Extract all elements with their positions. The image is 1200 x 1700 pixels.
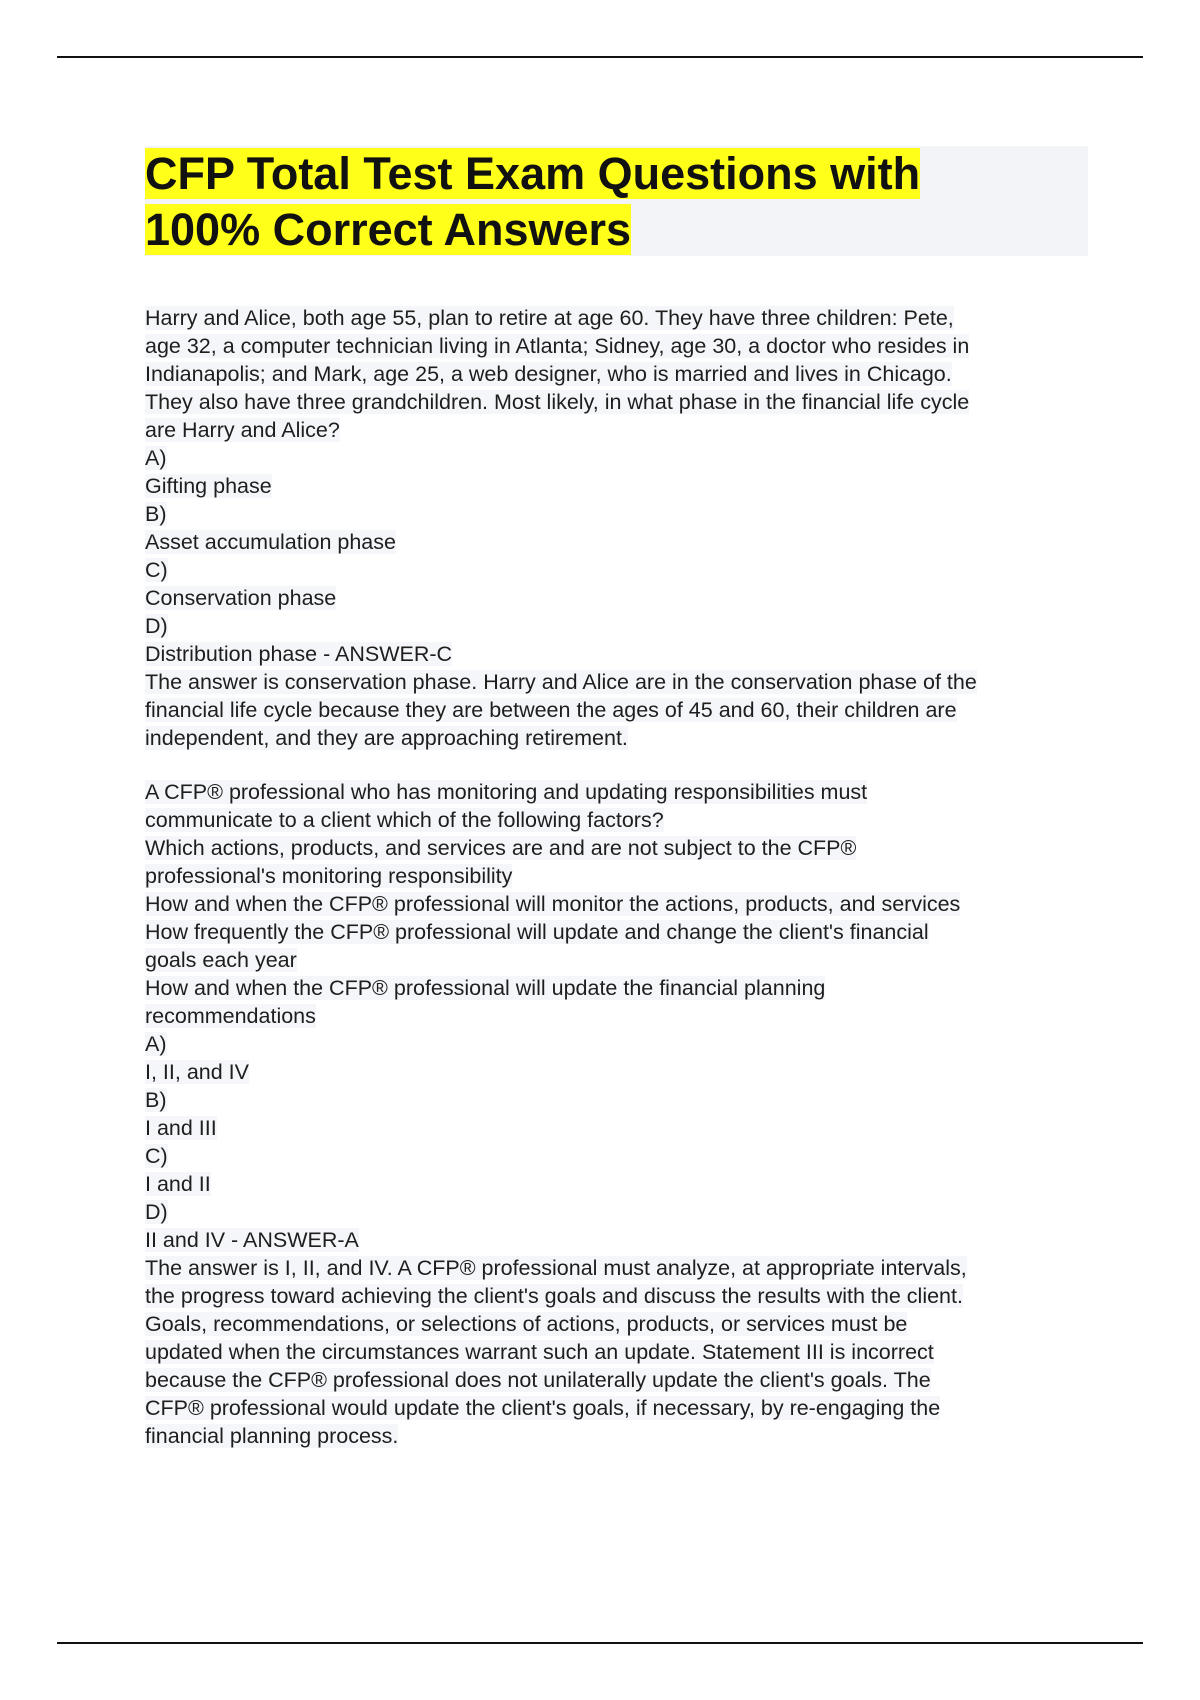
text-line: They also have three grandchildren. Most likely, in what phase in the financial life cycle xyxy=(145,390,970,414)
option-letter: C) xyxy=(145,558,168,582)
option-text: I, II, and IV xyxy=(145,1060,249,1084)
text-line: A CFP® professional who has monitoring and updating responsibilities must xyxy=(145,780,868,804)
text-line: CFP® professional would update the client's goals, if necessary, by re-engaging the xyxy=(145,1396,941,1420)
text-line: How and when the CFP® professional will monitor the actions, products, and services xyxy=(145,892,961,916)
answer-explanation xyxy=(145,668,1105,752)
text-line: financial planning process. xyxy=(145,1424,399,1448)
option-letter: A) xyxy=(145,1032,167,1056)
option-text: Gifting phase xyxy=(145,474,272,498)
header-rule xyxy=(57,56,1143,58)
text-line: financial life cycle because they are between the ages of 45 and 60, their children are xyxy=(145,698,957,722)
option-text: Asset accumulation phase xyxy=(145,530,396,554)
text-line: are Harry and Alice? xyxy=(145,418,340,442)
text-line: Harry and Alice, both age 55, plan to retire at age 60. They have three children: Pete, xyxy=(145,306,954,330)
option-letter: D) xyxy=(145,614,168,638)
paragraph-gap xyxy=(145,752,1105,778)
text-line: goals each year xyxy=(145,948,297,972)
title-line: CFP Total Test Exam Questions with xyxy=(145,148,921,199)
text-line: because the CFP® professional does not unilaterally update the client's goals. The xyxy=(145,1368,931,1392)
text-line: updated when the circumstances warrant such an update. Statement III is incorrect xyxy=(145,1340,934,1364)
answer-options xyxy=(145,444,1105,668)
document-title xyxy=(145,146,1088,256)
option-letter: B) xyxy=(145,1088,167,1112)
question-stem xyxy=(145,304,1105,444)
option-letter: A) xyxy=(145,446,167,470)
option-text: I and II xyxy=(145,1172,211,1196)
title-line: 100% Correct Answers xyxy=(145,204,632,255)
document-body xyxy=(145,304,1105,1450)
option-text: Conservation phase xyxy=(145,586,337,610)
text-line: The answer is conservation phase. Harry and Alice are in the conservation phase of the xyxy=(145,670,977,694)
text-line: Which actions, products, and services are and are not subject to the CFP® xyxy=(145,836,857,860)
text-line: Goals, recommendations, or selections of actions, products, or services must be xyxy=(145,1312,908,1336)
text-line: independent, and they are approaching retirement. xyxy=(145,726,628,750)
question-1 xyxy=(145,304,1105,752)
text-line: Indianapolis; and Mark, age 25, a web designer, who is married and lives in Chicago. xyxy=(145,362,952,386)
question-stem xyxy=(145,778,1105,1030)
text-line: communicate to a client which of the following factors? xyxy=(145,808,664,832)
answer-explanation xyxy=(145,1254,1105,1450)
option-letter: C) xyxy=(145,1144,168,1168)
option-letter: B) xyxy=(145,502,167,526)
text-line: the progress toward achieving the client's goals and discuss the results with the client. xyxy=(145,1284,963,1308)
option-text-answer: II and IV - ANSWER-A xyxy=(145,1228,359,1252)
text-line: How frequently the CFP® professional will update and change the client's financial xyxy=(145,920,929,944)
question-2 xyxy=(145,778,1105,1450)
text-line: age 32, a computer technician living in Atlanta; Sidney, age 30, a doctor who resides in xyxy=(145,334,970,358)
option-letter: D) xyxy=(145,1200,168,1224)
text-line: The answer is I, II, and IV. A CFP® professional must analyze, at appropriate intervals, xyxy=(145,1256,967,1280)
text-line: How and when the CFP® professional will update the financial planning xyxy=(145,976,826,1000)
text-line: recommendations xyxy=(145,1004,316,1028)
answer-options xyxy=(145,1030,1105,1254)
footer-rule xyxy=(57,1642,1143,1644)
text-line: professional's monitoring responsibility xyxy=(145,864,513,888)
option-text: I and III xyxy=(145,1116,217,1140)
option-text-answer: Distribution phase - ANSWER-C xyxy=(145,642,453,666)
